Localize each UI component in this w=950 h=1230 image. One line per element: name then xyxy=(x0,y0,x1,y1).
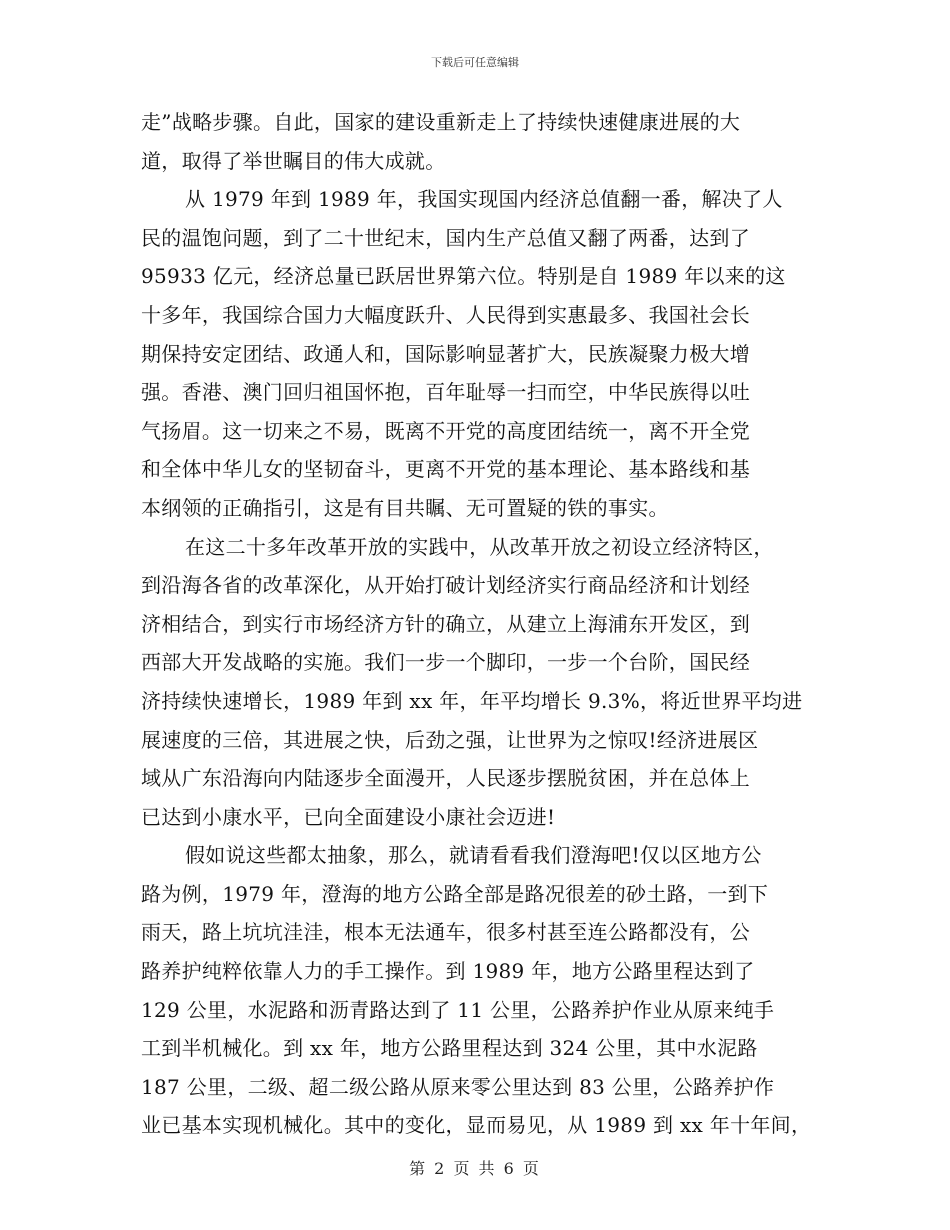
text-line: 济持续快速增长，1989 年到 xx 年，年平均增长 9.3%，将近世界平均进 xyxy=(141,688,803,713)
text-line: 雨天，路上坑坑洼洼，根本无法通车，很多村甚至连公路都没有，公 xyxy=(141,920,750,945)
text-line: 走”战略步骤。自此，国家的建设重新走上了持续快速健康进展的大 xyxy=(141,110,741,134)
text-line: 强。香港、澳门回归祖国怀抱，百年耻辱一扫而空，中华民族得以吐 xyxy=(141,380,750,405)
text-line: 已达到小康水平，已向全面建设小康社会迈进! xyxy=(141,804,556,829)
text-line: 工到半机械化。到 xx 年，地方公路里程达到 324 公里，其中水泥路 xyxy=(141,1036,758,1061)
text-line: 民的温饱问题，到了二十世纪末，国内生产总值又翻了两番，达到了 xyxy=(141,225,750,250)
text-line: 假如说这些都太抽象，那么，就请看看我们澄海吧!仅以区地方公 xyxy=(185,843,762,868)
text-line: 95933 亿元，经济总量已跃居世界第六位。特别是自 1989 年以来的这 xyxy=(141,264,786,289)
header-text: 下载后可任意编辑 xyxy=(431,56,519,69)
text-line: 路为例，1979 年，澄海的地方公路全部是路况很差的砂土路，一到下 xyxy=(141,881,769,906)
text-line: 187 公里，二级、超二级公路从原来零公里达到 83 公里，公路养护作 xyxy=(141,1074,775,1099)
text-line: 气扬眉。这一切来之不易，既离不开党的高度团结统一，离不开全党 xyxy=(141,418,750,443)
text-line: 期保持安定团结、政通人和，国际影响显著扩大，民族凝聚力极大增 xyxy=(141,341,750,366)
text-line: 路养护纯粹依靠人力的手工操作。到 1989 年，地方公路里程达到了 xyxy=(141,959,755,984)
text-line: 道，取得了举世瞩目的伟大成就。 xyxy=(141,148,446,173)
text-line: 西部大开发战略的实施。我们一步一个脚印，一步一个台阶，国民经 xyxy=(141,650,750,675)
text-line: 十多年，我国综合国力大幅度跃升、人民得到实惠最多、我国社会长 xyxy=(141,302,750,327)
text-line: 在这二十多年改革开放的实践中，从改革开放之初设立经济特区， xyxy=(185,534,774,559)
text-line: 济相结合，到实行市场经济方针的确立，从建立上海浦东开发区，到 xyxy=(141,611,750,636)
text-line: 129 公里，水泥路和沥青路达到了 11 公里，公路养护作业从原来纯手 xyxy=(141,997,775,1022)
page-number: 第 2 页 共 6 页 xyxy=(409,1159,541,1178)
text-line: 到沿海各省的改革深化，从开始打破计划经济实行商品经济和计划经 xyxy=(141,573,750,598)
text-line: 域从广东沿海向内陆逐步全面漫开，人民逐步摆脱贫困，并在总体上 xyxy=(141,766,750,791)
text-line: 从 1979 年到 1989 年，我国实现国内经济总值翻一番，解决了人 xyxy=(185,187,783,212)
page-header xyxy=(0,54,950,70)
text-line: 业已基本实现机械化。其中的变化，显而易见，从 1989 到 xx 年十年间， xyxy=(141,1113,812,1138)
document-body xyxy=(141,103,831,1145)
text-line: 本纲领的正确指引，这是有目共瞩、无可置疑的铁的事实。 xyxy=(141,495,669,520)
text-line: 和全体中华儿女的坚韧奋斗，更离不开党的基本理论、基本路线和基 xyxy=(141,457,750,482)
page-footer xyxy=(0,1156,950,1179)
text-line: 展速度的三倍，其进展之快，后劲之强，让世界为之惊叹!经济进展区 xyxy=(141,727,759,752)
